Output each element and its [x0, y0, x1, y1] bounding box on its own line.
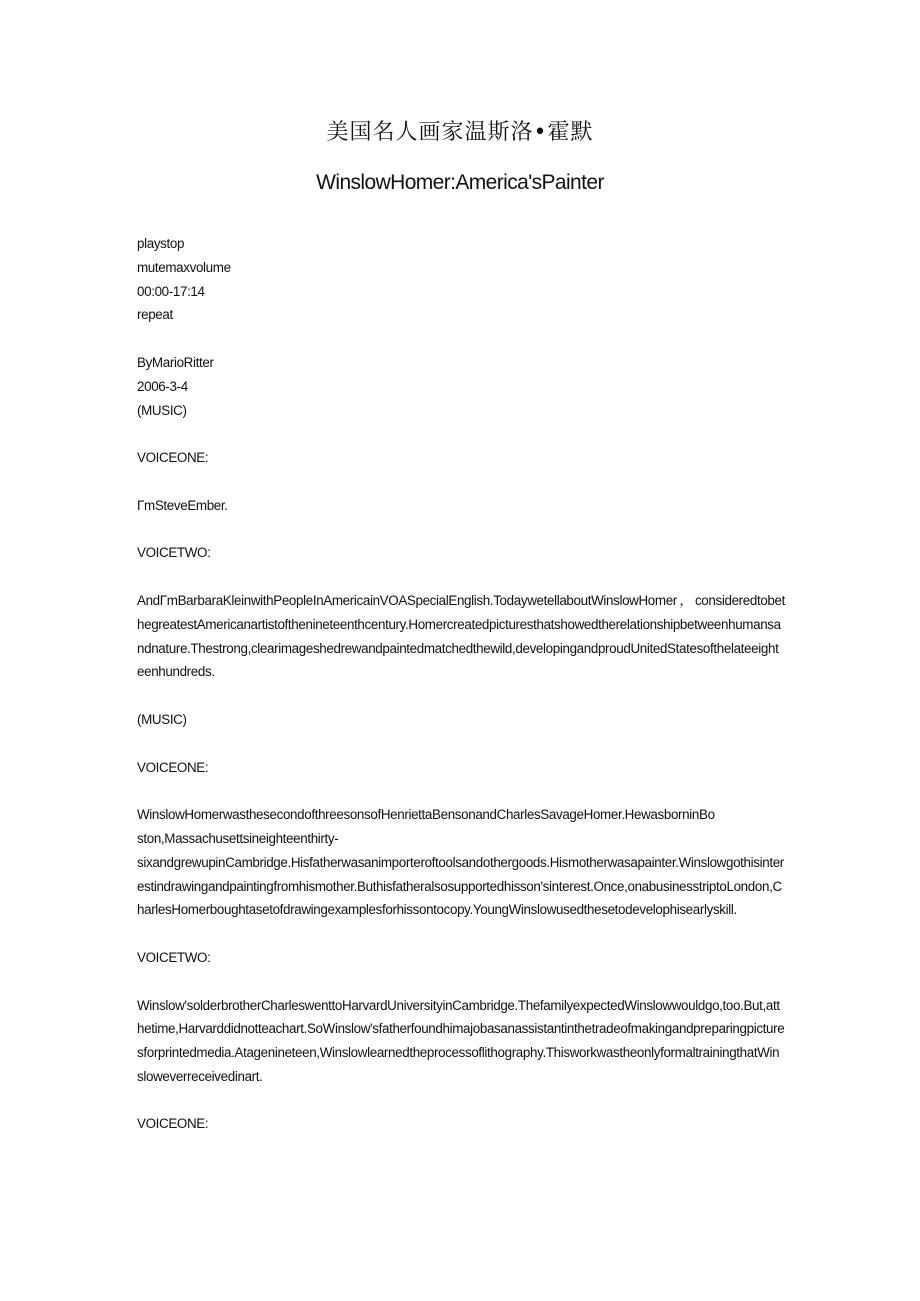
paragraph-early-life-line1: WinslowHomerwasthesecondofthreesonsofHenriettaBensonandCharlesSavageHomer.HewasborninBo [137, 807, 715, 823]
speaker-label: VOICETWO: [137, 949, 211, 965]
paragraph-training: Winslow'solderbrotherCharleswenttoHarvardUniversityinCambridge.ThefamilyexpectedWinslowwouldgo,too.But,atthetime,Harvarddidnotteachart.SoWinslow'sfatherfoundhimajobasanassistantinthetradeofmakingandpreparingpicturesforprintedmedia.Atagenineteen,Winslowlearnedtheprocessoflithography.ThisworkwastheonlyformaltrainingthatWinsloweverreceivedinart. [137, 997, 785, 1084]
date: 2006-3-4 [137, 378, 188, 394]
speaker-label: VOICEONE: [137, 450, 209, 466]
speaker-label: VOICEONE: [137, 1116, 209, 1132]
paragraph-intro: AndΓmBarbaraKleinwithPeopleInAmericainVOASpecialEnglish.TodaywetellaboutWinslowHomer，consideredtobethegreatestAmericanartistofthenineteenthcentury.Homercreatedpicturesthatshowedtherelationshipbetweenhumansandnature.Thestrong,clearimageshedrewandpaintedmatchedthewild,developingandproudUnitedStatesofthelateeighteenhundreds. [137, 592, 785, 680]
player-time: 00:00-17:14 [137, 283, 205, 299]
player-controls-play-stop: playstop [137, 236, 185, 251]
paragraph-early-life-line2: ston,Massachusettsineighteenthirty- [137, 830, 339, 846]
spacer [137, 1089, 785, 1113]
spacer [137, 779, 785, 803]
spacer [137, 732, 785, 756]
spacer [137, 565, 785, 589]
spacer [137, 470, 785, 494]
english-title: WinslowHomer:America'sPainter [316, 171, 604, 194]
player-repeat: repeat [137, 307, 173, 323]
paragraph-early-life: sixandgrewupinCambridge.Hisfatherwasanimporteroftoolsandothergoods.Hismotherwasapainter.Winslowgothisinterestindrawingandpaintingfromhismother.Buthisfatheralsosupportedhisson'sinterest.Once,onabusinesstriptoLondon,CharlesHomerboughtasetofdrawingexamplesforhissontocopy.YoungWinslowusedthesetodevelophisearlyskill. [137, 854, 784, 918]
spacer [137, 684, 785, 708]
spacer [137, 422, 785, 446]
byline: ByMarioRitter [137, 354, 214, 370]
player-controls-volume: mutemaxvolume [137, 259, 231, 275]
spacer [137, 970, 785, 994]
music-cue: (MUSIC) [137, 711, 187, 727]
document-body [137, 232, 785, 1136]
spacer [137, 518, 785, 542]
music-cue: (MUSIC) [137, 402, 187, 418]
speaker-label: VOICEONE: [137, 759, 209, 775]
speaker-label: VOICETWO: [137, 545, 211, 561]
chinese-title: 美国名人画家温斯洛•霍默 [326, 120, 594, 145]
spacer [137, 922, 785, 946]
spacer [137, 327, 785, 351]
dialogue-line: ΓmSteveEmber. [137, 497, 228, 513]
